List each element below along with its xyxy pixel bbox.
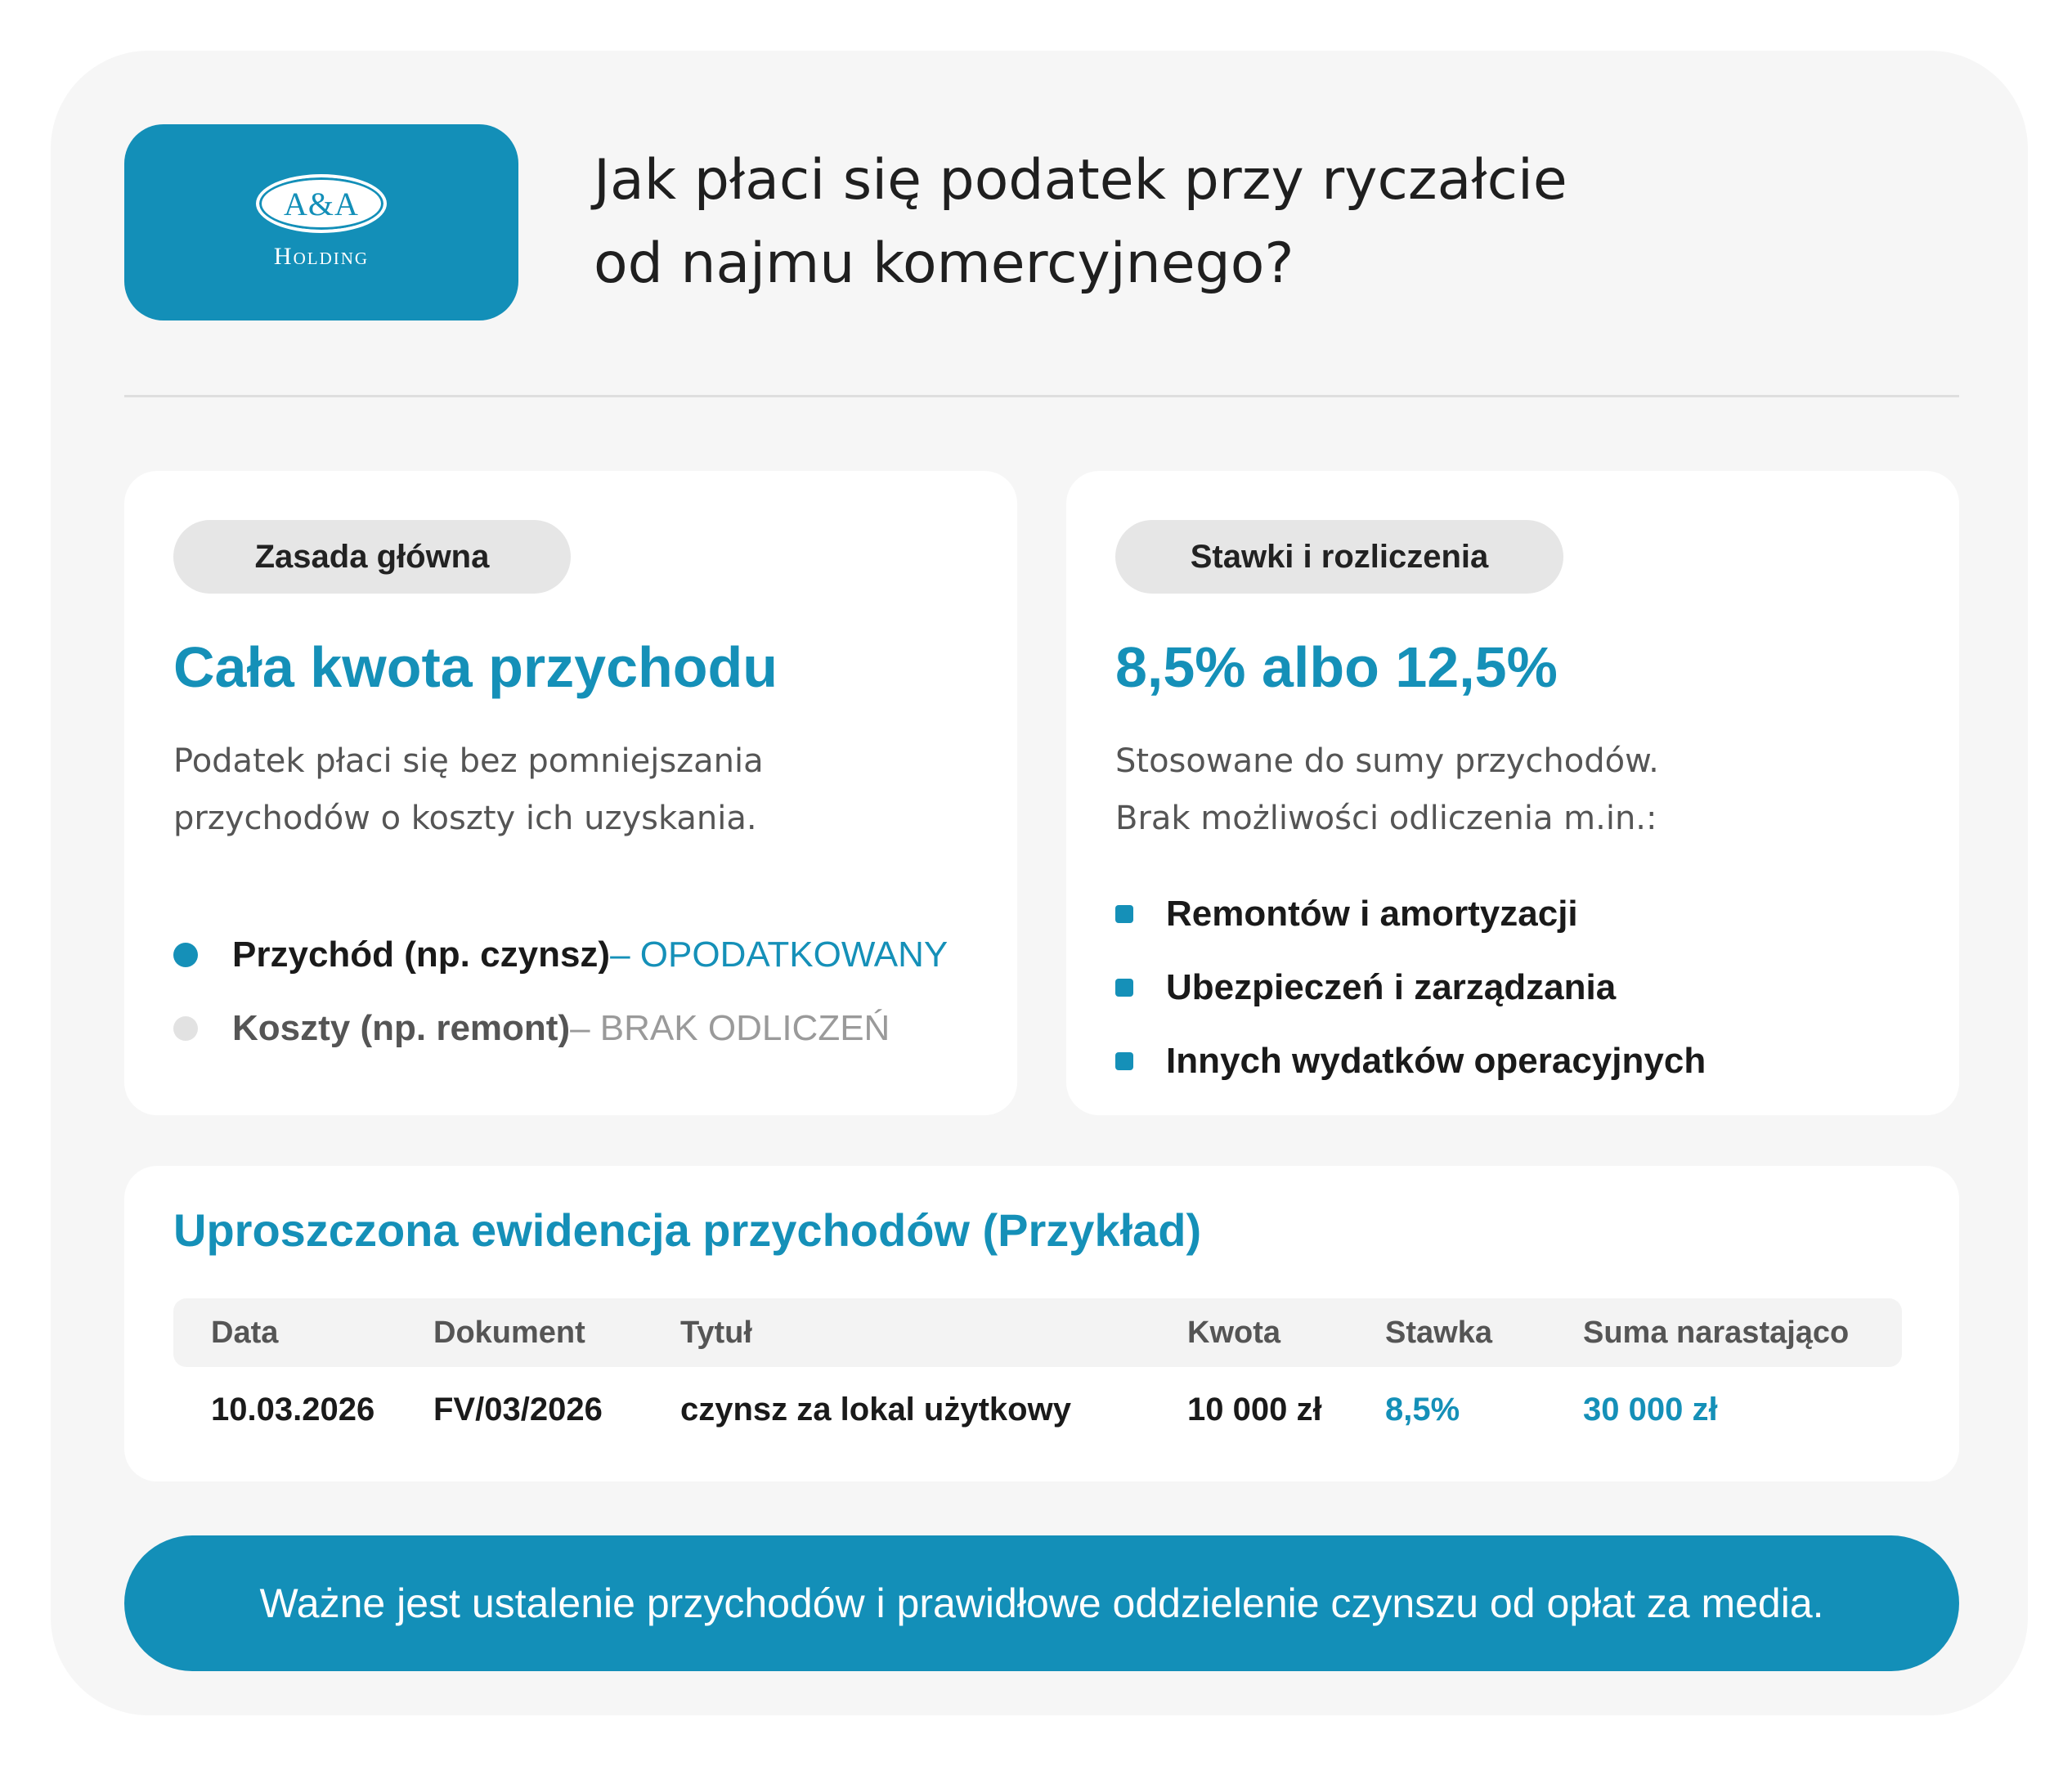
exclusion-item <box>1115 890 1578 939</box>
footer-banner: Ważne jest ustalenie przychodów i prawidłowe oddzielenie czynszu od opłat za media. <box>124 1535 1959 1671</box>
main-rule-description-line-2: przychodów o koszty ich uzyskania. <box>173 800 757 837</box>
rates-description-line-1: Stosowane do sumy przychodów. <box>1115 742 1659 780</box>
square-bullet-icon <box>1115 1052 1133 1070</box>
column-header-date: Data <box>211 1316 279 1350</box>
cell-document: FV/03/2026 <box>433 1392 603 1428</box>
rates-card <box>1066 471 1959 1115</box>
column-header-document: Dokument <box>433 1316 585 1350</box>
income-register-title: Uproszczona ewidencja przychodów (Przykład) <box>173 1204 1202 1256</box>
rates-description-line-2: Brak możliwości odliczenia m.in.: <box>1115 800 1657 837</box>
page-title <box>594 139 1738 306</box>
income-status: – OPODATKOWANY <box>610 935 949 975</box>
exclusion-item <box>1115 1037 1706 1086</box>
main-rule-headline: Cała kwota przychodu <box>173 635 778 699</box>
cell-title: czynsz za lokal użytkowy <box>680 1392 1071 1428</box>
exclusion-label: Innych wydatków operacyjnych <box>1166 1041 1706 1081</box>
main-rule-chip: Zasada główna <box>173 520 571 594</box>
company-logo <box>124 124 518 320</box>
income-dot-icon <box>173 943 198 967</box>
table-header <box>173 1298 1902 1367</box>
costs-label: Koszty (np. remont) <box>232 1008 571 1048</box>
main-rule-description <box>173 733 764 847</box>
column-header-cumulative: Suma narastająco <box>1583 1316 1850 1350</box>
table-row <box>173 1375 1902 1444</box>
page-title-line-1: Jak płaci się podatek przy ryczałcie <box>594 148 1567 213</box>
column-header-title: Tytuł <box>680 1316 752 1350</box>
logo-oval <box>256 174 387 233</box>
exclusion-label: Remontów i amortyzacji <box>1166 894 1578 934</box>
logo-subtitle: Holding <box>273 243 370 270</box>
costs-status: – BRAK ODLICZEŃ <box>570 1008 890 1048</box>
cell-amount: 10 000 zł <box>1187 1392 1322 1428</box>
header-divider <box>124 395 1959 397</box>
income-item <box>173 930 948 979</box>
logo-mark: A&A <box>284 185 359 222</box>
exclusion-label: Ubezpieczeń i zarządzania <box>1166 967 1617 1007</box>
rates-description <box>1115 733 1659 847</box>
rates-headline: 8,5% albo 12,5% <box>1115 635 1558 699</box>
column-header-rate: Stawka <box>1385 1316 1492 1350</box>
page-title-line-2: od najmu komercyjnego? <box>594 231 1294 296</box>
cell-date: 10.03.2026 <box>211 1392 375 1428</box>
column-header-amount: Kwota <box>1187 1316 1280 1350</box>
cell-cumulative: 30 000 zł <box>1583 1392 1718 1428</box>
costs-dot-icon <box>173 1016 198 1041</box>
exclusion-item <box>1115 963 1616 1012</box>
costs-item <box>173 1004 890 1053</box>
income-label: Przychód (np. czynsz) <box>232 935 611 975</box>
square-bullet-icon <box>1115 979 1133 997</box>
main-rule-description-line-1: Podatek płaci się bez pomniejszania <box>173 742 764 780</box>
square-bullet-icon <box>1115 905 1133 923</box>
rates-chip: Stawki i rozliczenia <box>1115 520 1563 594</box>
cell-rate: 8,5% <box>1385 1392 1460 1428</box>
income-register-card <box>124 1166 1959 1481</box>
